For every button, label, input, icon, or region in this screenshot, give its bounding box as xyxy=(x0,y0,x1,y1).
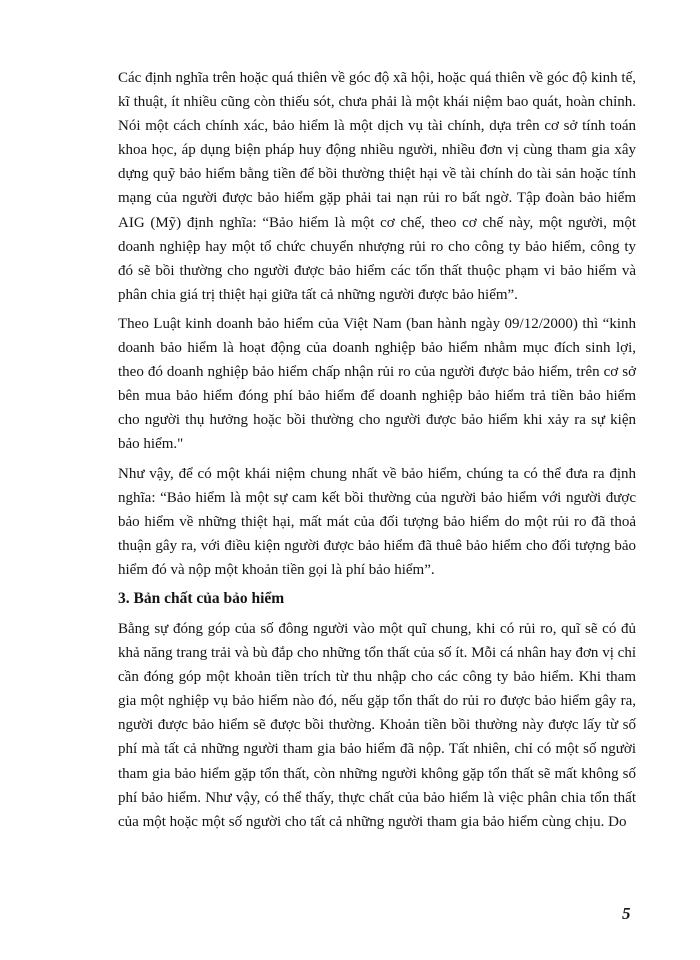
paragraph-general-definition: Như vậy, để có một khái niệm chung nhất về bảo hiểm, chúng ta có thể đưa ra định nghĩa: “Bảo hiểm là một sự cam kết bồi thường của người bảo hiểm với người được bảo hiểm về những thiệt hại, mất mát của đối tượng bảo hiểm do một rủi ro đã thoả thuận gây ra, với điều kiện người được bảo hiểm đã thuê bảo hiểm cho đối tượng bảo hiểm đó và nộp một khoản tiền gọi là phí bảo hiểm”. xyxy=(118,465,636,578)
paragraph-insurance-definitions: Các định nghĩa trên hoặc quá thiên về góc độ xã hội, hoặc quá thiên về góc độ kinh tế, kĩ thuật, ít nhiều cũng còn thiếu sót, chưa phải là một khái niệm bao quát, hoàn chỉnh. Nói một cách chính xác, bảo hiểm là một dịch vụ tài chính, dựa trên cơ sở tính toán khoa học, áp dụng biện pháp huy động nhiều người, nhiều đơn vị cùng tham gia xây dựng quỹ bảo hiểm bằng tiền để bồi thường thiệt hại về tài chính do tài sản hoặc tính mạng của người được bảo hiểm gặp phải tai nạn rủi ro bất ngờ. Tập đoàn bảo hiểm AIG (Mỹ) định nghĩa: “Bảo hiểm là một cơ chế, theo cơ chế này, một người, một doanh nghiệp hay một tổ chức chuyển nhượng rủi ro cho công ty bảo hiểm, công ty đó sẽ bồi thường cho người được bảo hiểm các tổn thất thuộc phạm vi bảo hiểm và phân chia giá trị thiệt hại giữa tất cả những người được bảo hiểm”. xyxy=(118,70,636,303)
page-content xyxy=(118,66,636,839)
paragraph-insurance-nature: Bằng sự đóng góp của số đông người vào một quĩ chung, khi có rủi ro, quĩ sẽ có đủ khả năng trang trải và bù đắp cho những tổn thất của số ít. Mỗi cá nhân hay đơn vị chỉ cần đóng góp một khoản tiền trích từ thu nhập cho các công ty bảo hiểm. Khi tham gia một nghiệp vụ bảo hiểm nào đó, nếu gặp tổn thất do rủi ro được bảo hiểm gây ra, người được bảo hiểm sẽ được bồi thường. Khoản tiền bồi thường này được lấy từ số phí mà tất cả những người tham gia bảo hiểm đã nộp. Tất nhiên, chỉ có một số người tham gia bảo hiểm gặp tổn thất, còn những người không gặp tổn thất sẽ mất không số phí bảo hiểm. Như vậy, có thể thấy, thực chất của bảo hiểm là việc phân chia tổn thất của một hoặc một số người cho tất cả những người tham gia bảo hiểm cùng chịu. Do xyxy=(118,620,636,830)
paragraph-insurance-law: Theo Luật kinh doanh bảo hiểm của Việt Nam (ban hành ngày 09/12/2000) thì “kinh doanh bảo hiểm là hoạt động của doanh nghiệp bảo hiểm nhằm mục đích sinh lợi, theo đó doanh nghiệp bảo hiểm chấp nhận rủi ro của người được bảo hiểm, trên cơ sở bên mua bảo hiểm đóng phí bảo hiểm để doanh nghiệp bảo hiểm trả tiền bảo hiểm cho người thụ hưởng hoặc bồi thường cho người được bảo hiểm khi xảy ra sự kiện bảo hiểm." xyxy=(118,315,636,453)
page-number: 5 xyxy=(622,904,631,923)
section-heading: 3. Bản chất của bảo hiểm xyxy=(118,589,285,607)
